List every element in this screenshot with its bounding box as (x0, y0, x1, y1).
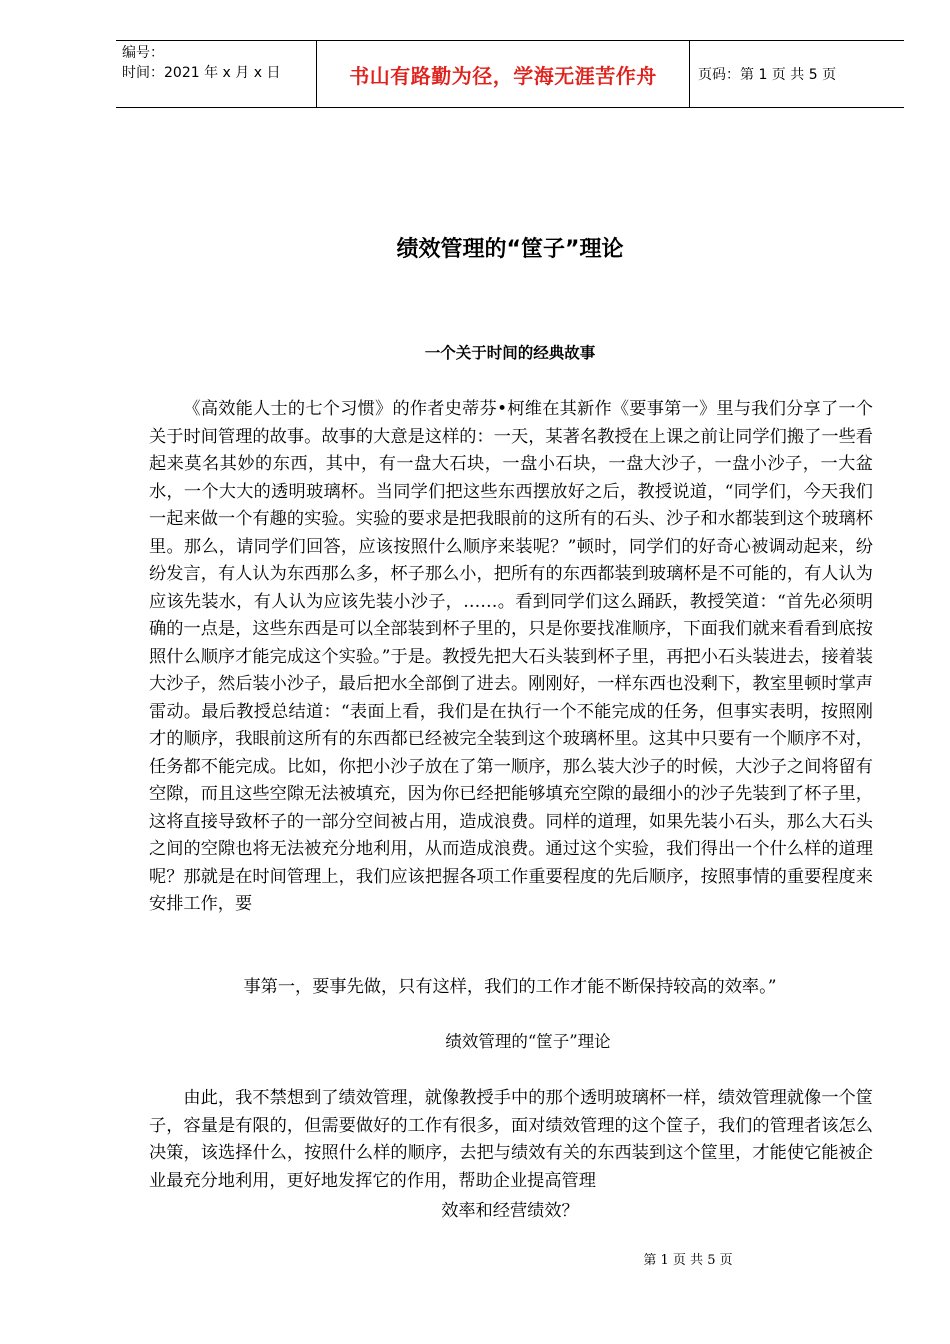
story-paragraph-end: 事第一，要事先做，只有这样，我们的工作才能不断保持较高的效率。” (243, 977, 777, 997)
page-footer: 第 1 页 共 5 页 (643, 1253, 733, 1268)
theory-paragraph-end: 效率和经营绩效？ (441, 1201, 579, 1221)
header-left-cell (116, 41, 316, 107)
document-subtitle: 一个关于时间的经典故事 (424, 344, 596, 362)
header-motto-cell (316, 41, 690, 107)
document-title: 绩效管理的“筐子”理论 (396, 237, 624, 262)
header-number-label: 编号： (122, 45, 164, 61)
header-page-cell (690, 41, 904, 107)
section-heading: 绩效管理的“筐子”理论 (445, 1032, 611, 1051)
story-paragraph: 《高效能人士的七个习惯》的作者史蒂芬•柯维在其新作《要事第一》里与我们分享了一个关于时间管理的故事。故事的大意是这样的：一天，某著名教授在上课之前让同学们搬了一些看起来莫名其妙的东西，其中，有一盘大石块，一盘小石块，一盘大沙子，一盘小沙子，一大盆水，一个大大的透明玻璃杯。当同学们把这些东西摆放好之后，教授说道，“同学们，今天我们一起来做一个有趣的实验。实验的要求是把我眼前的这所有的石头、沙子和水都装到这个玻璃杯里。那么，请同学们回答，应该按照什么顺序来装呢？”顿时，同学们的好奇心被调动起来，纷纷发言，有人认为东西那么多，杯子那么小，把所有的东西都装到玻璃杯是不可能的，有人认为应该先装水，有人认为应该先装小沙子，……。看到同学们这么踊跃，教授笑道：“首先必须明确的一点是，这些东西是可以全部装到杯子里的，只是你要找准顺序，下面我们就来看看到底按照什么顺序才能完成这个实验。”于是。教授先把大石头装到杯子里，再把小石头装进去，接着装大沙子，然后装小沙子，最后把水全部倒了进去。刚刚好，一样东西也没剩下，教室里顿时掌声雷动。最后教授总结道：“表面上看，我们是在执行一个不能完成的任务，但事实表明，按照刚才的顺序，我眼前这所有的东西都已经被完全装到这个玻璃杯里。这其中只要有一个顺序不对，任务都不能完成。比如，你把小沙子放在了第一顺序，那么装大沙子的时候，大沙子之间将留有空隙，而且这些空隙无法被填充，因为你已经把能够填充空隙的最细小的沙子先装到了杯子里，这将直接导致杯子的一部分空间被占用，造成浪费。同样的道理，如果先装小石头，那么大石头之间的空隙也将无法被充分地利用，从而造成浪费。通过这个实验，我们得出一个什么样的道理呢？那就是在时间管理上，我们应该把握各项工作重要程度的先后顺序，按照事情的重要程度来安排工作，要 (149, 399, 873, 914)
theory-paragraph: 由此，我不禁想到了绩效管理，就像教授手中的那个透明玻璃杯一样，绩效管理就像一个筐子，容量是有限的，但需要做好的工作有很多，面对绩效管理的这个筐子，我们的管理者该怎么决策，该选择什么，按照什么样的顺序，去把与绩效有关的东西装到这个筐里，才能使它能被企业最充分地利用，更好地发挥它的作用，帮助企业提高管理 (149, 1088, 873, 1191)
header-time-label: 时间：2021 年 x 月 x 日 (122, 65, 281, 81)
header-motto: 书山有路勤为径，学海无涯苦作舟 (349, 63, 657, 88)
header-page-info: 页码：第 1 页 共 5 页 (698, 67, 837, 83)
document-header (116, 40, 904, 108)
